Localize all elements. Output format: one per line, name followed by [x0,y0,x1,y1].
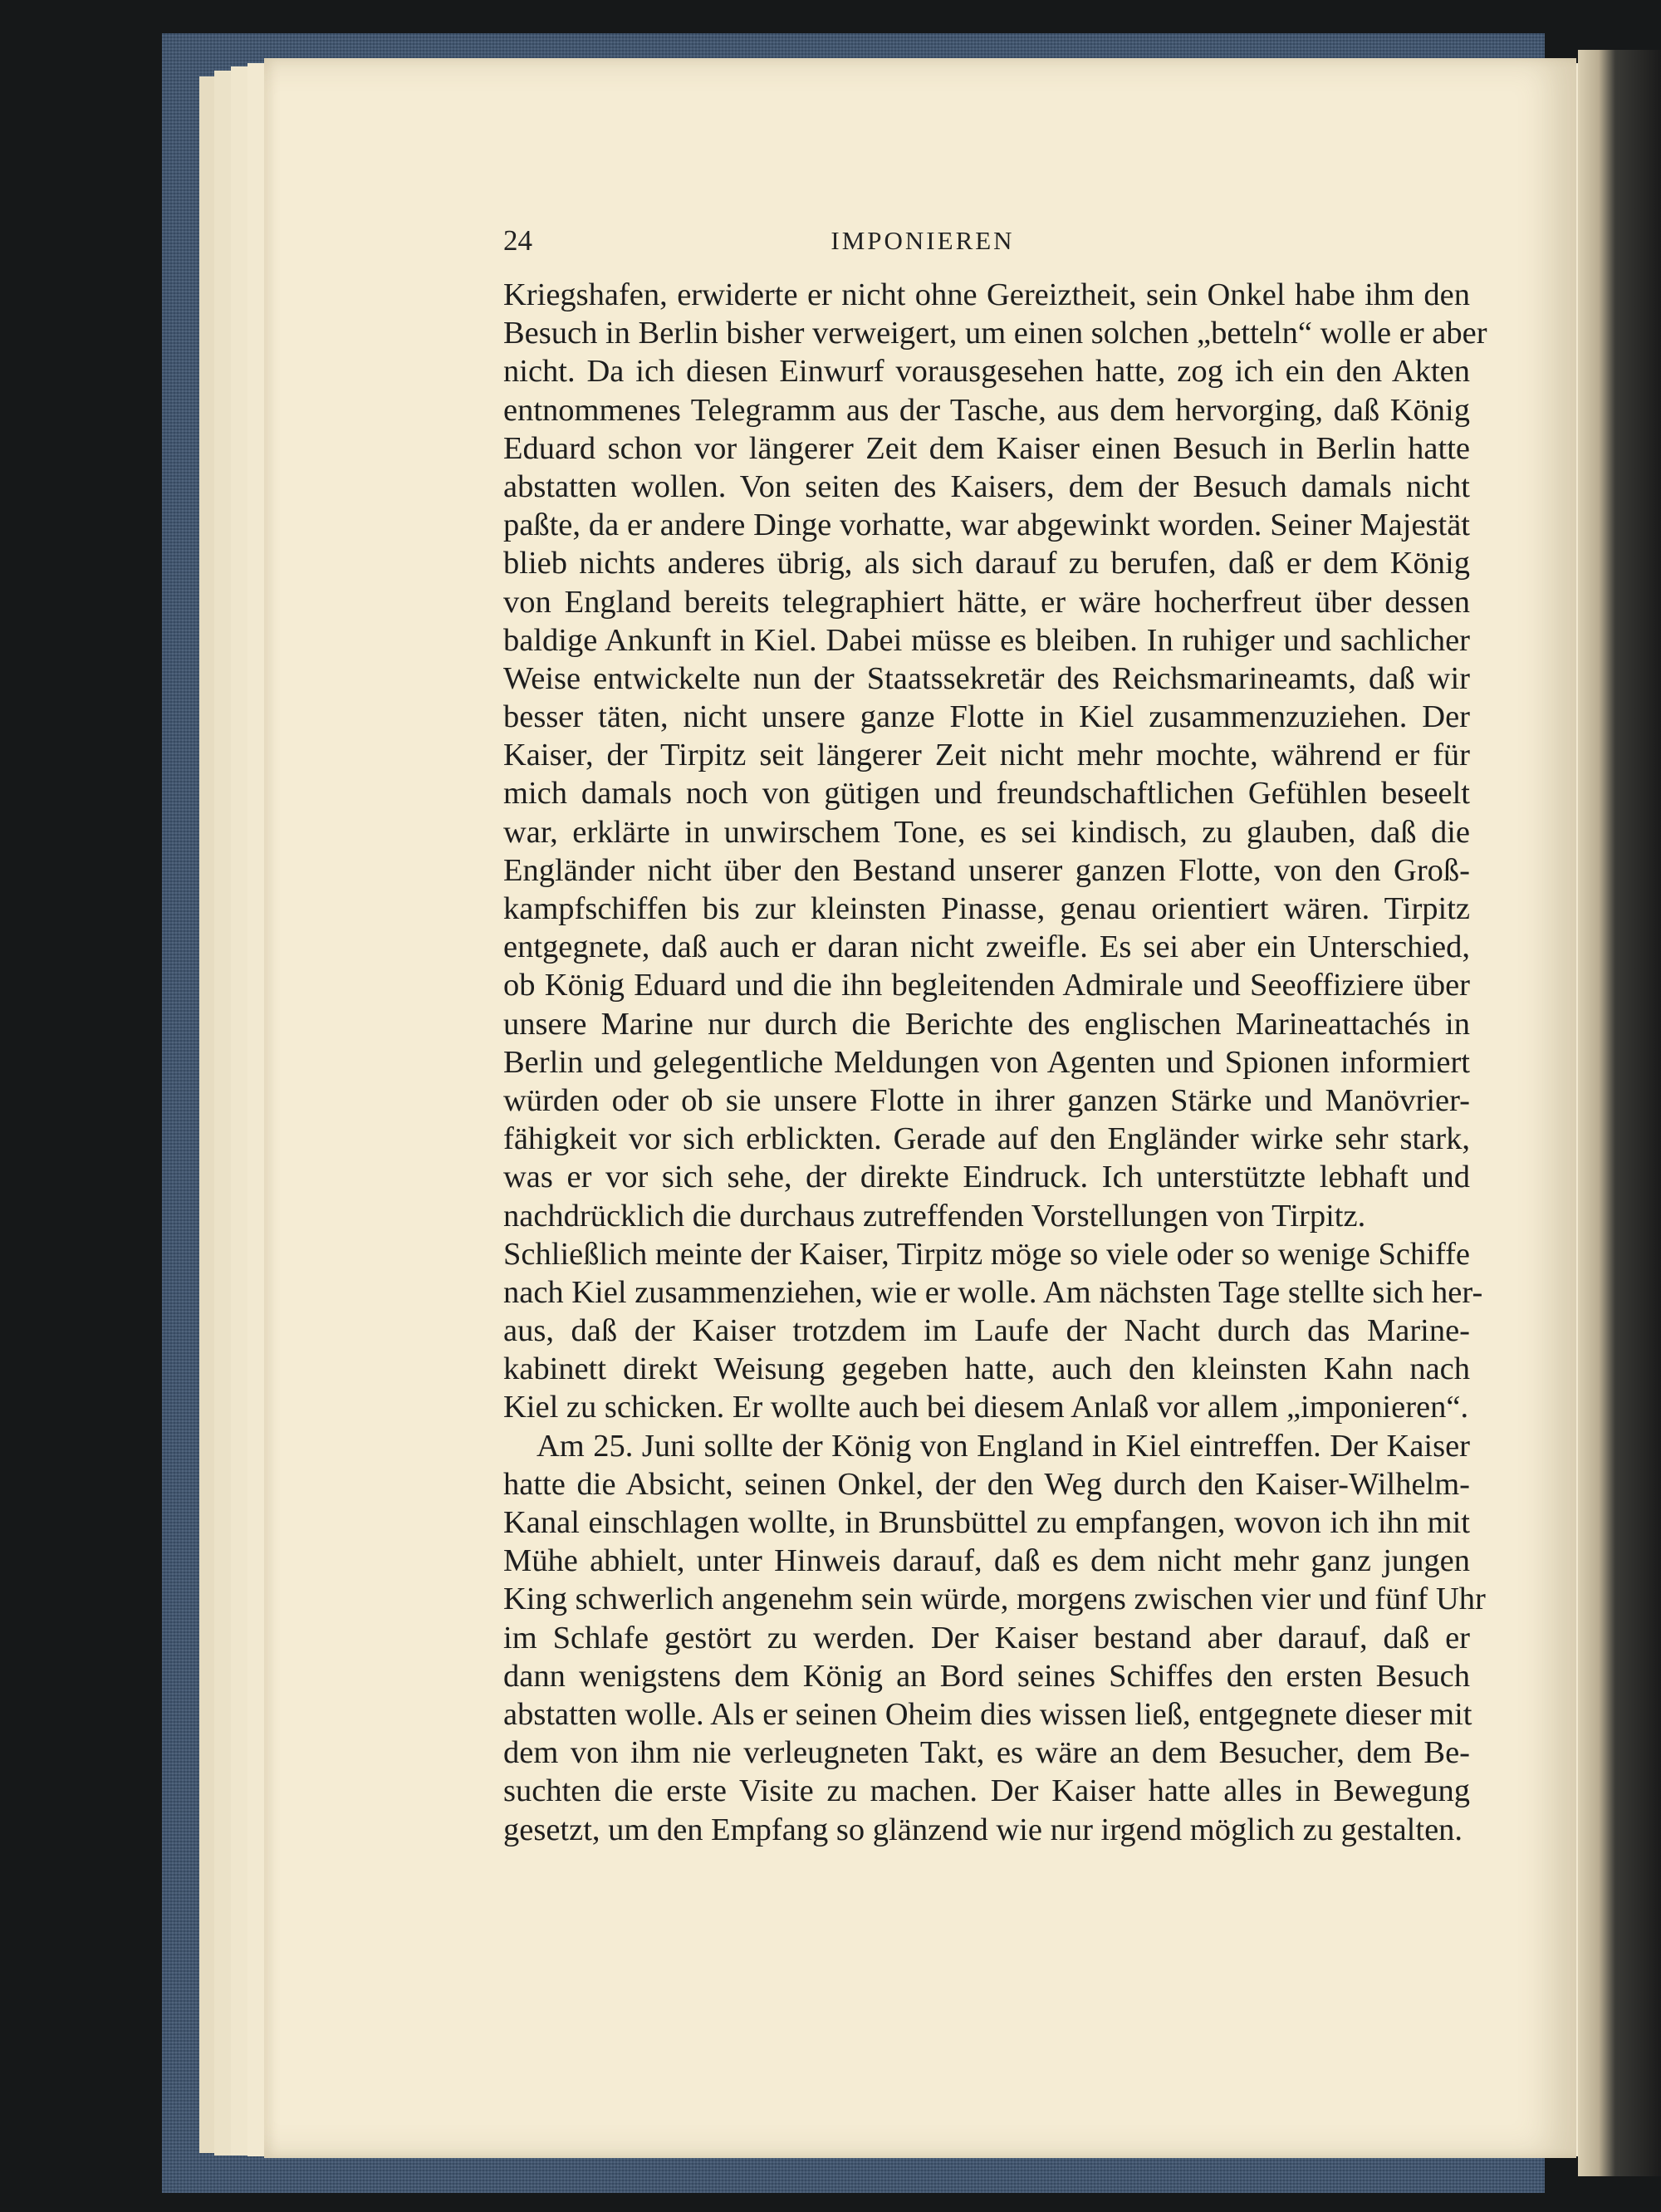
text-line: Kaiser, der Tirpitz seit längerer Zeit nicht mehr mochte, während er für [503,738,1470,773]
text-line: Mühe abhielt, unter Hinweis darauf, daß es dem nicht mehr ganz jungen [503,1543,1470,1579]
text-line: kabinett direkt Weisung gegeben hatte, auch den kleinsten Kahn nach [503,1351,1470,1387]
text-line: nicht. Da ich diesen Einwurf vorausgesehen hatte, zog ich ein den Akten [503,354,1470,390]
text-line: suchten die erste Visite zu machen. Der Kaiser hatte alles in Bewegung [503,1773,1470,1809]
text-line: ob König Eduard und die ihn begleitenden Admirale und Seeoffiziere über [503,968,1470,1003]
book-gutter [1578,50,1661,2176]
text-line: im Schlafe gestört zu werden. Der Kaiser bestand aber darauf, daß er [503,1620,1470,1655]
body-text [503,276,1487,1849]
text-line: Engländer nicht über den Bestand unserer ganzen Flotte, von den Groß- [503,852,1470,888]
text-line: Schließlich meinte der Kaiser, Tirpitz möge so viele oder so wenige Schiffe [503,1236,1470,1272]
text-line: paßte, da er andere Dinge vorhatte, war abgewinkt worden. Seiner Majestät [503,508,1470,543]
text-line: abstatten wollen. Von seiten des Kaisers, dem der Besuch damals nicht [503,468,1470,504]
text-line: nach Kiel zusammenziehen, wie er wolle. Am nächsten Tage stellte sich her- [503,1274,1483,1310]
text-line: dann wenigstens dem König an Bord seines Schiffes den ersten Besuch [503,1658,1470,1694]
text-line: Am 25. Juni sollte der König von England in Kiel eintreffen. Der Kaiser [537,1428,1470,1464]
text-line: kampfschiffen bis zur kleinsten Pinasse, genau orientiert wären. Tirpitz [503,891,1470,926]
text-line: hatte die Absicht, seinen Onkel, der den Weg durch den Kaiser-Wilhelm- [503,1466,1470,1502]
text-line: King schwerlich angenehm sein würde, morgens zwischen vier und fünf Uhr [503,1582,1486,1617]
text-line: Kanal einschlagen wollte, in Brunsbüttel zu empfangen, wovon ich ihn mit [503,1505,1470,1540]
text-line: besser täten, nicht unsere ganze Flotte in Kiel zusammenzuziehen. Der [503,699,1470,735]
text-line: gesetzt, um den Empfang so glänzend wie nur irgend möglich zu gestalten. [503,1812,1463,1847]
text-line: unsere Marine nur durch die Berichte des englischen Marineattachés in [503,1006,1470,1042]
text-line: fähigkeit vor sich erblickten. Gerade auf den Engländer wirke sehr stark, [503,1121,1470,1157]
text-line: Eduard schon vor längerer Zeit dem Kaiser einen Besuch in Berlin hatte [503,430,1470,466]
text-line: Berlin und gelegentliche Meldungen von Agenten und Spionen informiert [503,1044,1470,1080]
text-line: Kriegshafen, erwiderte er nicht ohne Gereiztheit, sein Onkel habe ihm den [503,277,1470,312]
text-line: baldige Ankunft in Kiel. Dabei müsse es bleiben. In ruhiger und sachlicher [503,622,1470,658]
text-line: was er vor sich sehe, der direkte Eindruck. Ich unterstützte lebhaft und [503,1160,1470,1195]
text-line: Besuch in Berlin bisher verweigert, um einen solchen „betteln“ wolle er aber [503,316,1487,351]
text-line: Kiel zu schicken. Er wollte auch bei diesem Anlaß vor allem „imponieren“. [503,1390,1469,1425]
text-line: mich damals noch von gütigen und freundschaftlichen Gefühlen beseelt [503,776,1470,812]
page-number: 24 [503,224,532,257]
text-line: entnommenes Telegramm aus der Tasche, aus dem hervorging, daß König [503,392,1470,428]
text-line: abstatten wolle. Als er seinen Oheim dies wissen ließ, entgegnete dieser mit [503,1696,1472,1732]
text-line: dem von ihm nie verleugneten Takt, es wäre an dem Besucher, dem Be- [503,1735,1470,1771]
text-line: nachdrücklich die durchaus zutreffenden Vorstellungen von Tirpitz. [503,1198,1366,1234]
page-header [503,224,1470,266]
text-line: blieb nichts anderes übrig, als sich darauf zu berufen, daß er dem König [503,546,1470,581]
text-line: von England bereits telegraphiert hätte, er wäre hocherfreut über dessen [503,584,1470,620]
text-line: würden oder ob sie unsere Flotte in ihrer ganzen Stärke und Manövrier- [503,1082,1470,1118]
text-line: Weise entwickelte nun der Staatssekretär des Reichsmarineamts, daß wir [503,660,1470,696]
text-line: entgegnete, daß auch er daran nicht zweifle. Es sei aber ein Unterschied, [503,929,1470,965]
running-head: IMPONIEREN [830,226,1015,255]
text-line: war, erklärte in unwirschem Tone, es sei kindisch, zu glauben, daß die [503,814,1470,850]
text-line: aus, daß der Kaiser trotzdem im Laufe der Nacht durch das Marine- [503,1313,1470,1349]
